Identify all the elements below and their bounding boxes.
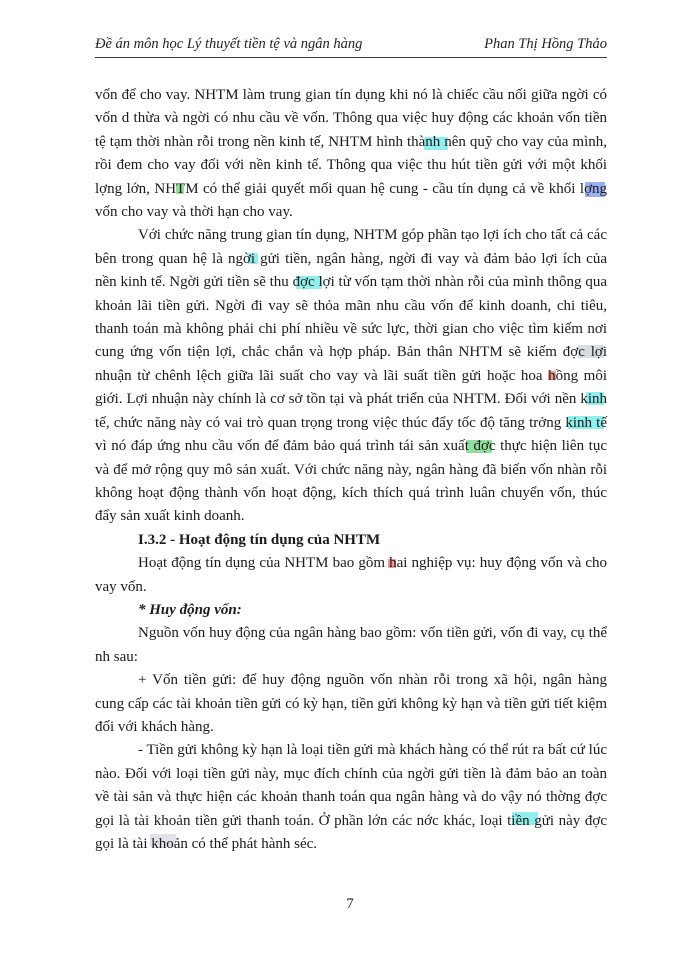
paragraph-credit-function-benefits: Với chức năng trung gian tín dụng, NHTM góp phần tạo lợi ích cho tất cả các bên trong quan hệ là ngời gửi tiền, ngân hàng, ngời đi vay và đảm bảo lợi ích của nền kinh tế. Ngời gửi tiền sẽ thu đợc lợi từ vốn tạm thời nhàn rỗi của mình thông qua khoản lãi tiền gửi. Ngời đi vay sẽ thỏa mãn nhu cầu vốn để kinh doanh, chi tiêu, thanh toán mà không phải chi phí nhiều về sức lực, thời gian cho việc tìm kiếm nơi cung ứng vốn tiện lợi, chắc chắn và hợp pháp. Bản thân NHTM sẽ kiếm đợc lợi nhuận từ chênh lệch giữa lãi suất cho vay và lãi suất tiền gửi hoặc hoa hồng môi giới. Lợi nhuận này chính là cơ sở tồn tại và phát triển của NHTM. Đối với nền kinh tế, chức năng này có vai trò quan trọng trong việc thúc đẩy tốc độ tăng trởng kinh tế vì nó đáp ứng nhu cầu vốn để đảm bảo quá trình tái sản xuất đợc thực hiện liên tục và để mở rộng quy mô sản xuất. Với chức năng này, ngân hàng đã biến vốn nhàn rỗi không hoạt động thành vốn hoạt động, kích thích quá trình luân chuyển vốn, thúc đẩy sản xuất kinh doanh. [95,227,607,525]
paragraph-credit-activities-intro: Hoạt động tín dụng của NHTM bao gồm hai nghiệp vụ: huy động vốn và cho vay vốn. [95,555,607,595]
header-author-name: Phan Thị Hồng Thảo [484,36,607,52]
paragraph-credit-intermediary-continued: vốn để cho vay. NHTM làm trung gian tín dụng khi nó là chiếc cầu nối giữa ngời có vốn d thừa và ngời có nhu cầu về vốn. Thông qua việc huy động các khoản vốn tiền tệ tạm thời nhàn rỗi trong nền kinh tế, NHTM hình thành nên quỹ cho vay của mình, rồi đem cho vay đối với nền kinh tế. Thông qua việc thu hút tiền gửi với một khối lợng lớn, NHTM có thể giải quyết mối quan hệ cung - cầu tín dụng cả về khối lợng vốn cho vay và thời hạn cho vay. [95,87,607,221]
subsection-heading-capital-mobilization: * Huy động vốn: [138,601,242,618]
header-course-title: Đề án môn học Lý thuyết tiền tệ và ngân hàng [95,36,363,52]
paragraph-demand-deposit: - Tiền gửi không kỳ hạn là loại tiền gửi mà khách hàng có thể rút ra bất cứ lúc nào. Đối với loại tiền gửi này, mục đích chính của ngời gửi tiền là đảm bảo an toàn về tài sản và thực hiện các khoản thanh toán qua ngân hàng và do vậy nó thờng đợc gọi là tài khoản tiền gửi thanh toán. Ở phần lớn các nớc khác, loại tiền gửi này đợc gọi là tài khoản có thể phát hành séc. [95,742,607,852]
paragraph-capital-sources: Nguồn vốn huy động của ngân hàng bao gồm: vốn tiền gửi, vốn đi vay, cụ thể nh sau: [95,625,607,665]
section-heading-credit-activities: I.3.2 - Hoạt động tín dụng của NHTM [138,531,381,548]
paragraph-deposit-capital: + Vốn tiền gửi: để huy động nguồn vốn nhàn rỗi trong xã hội, ngân hàng cung cấp các tài khoản tiền gửi có kỳ hạn, tiền gửi không kỳ hạn và tiền gửi tiết kiệm đối với khách hàng. [95,672,607,735]
page-footer [0,896,700,913]
page-number: 7 [346,896,354,912]
document-body [95,84,607,856]
page-header [95,36,607,58]
